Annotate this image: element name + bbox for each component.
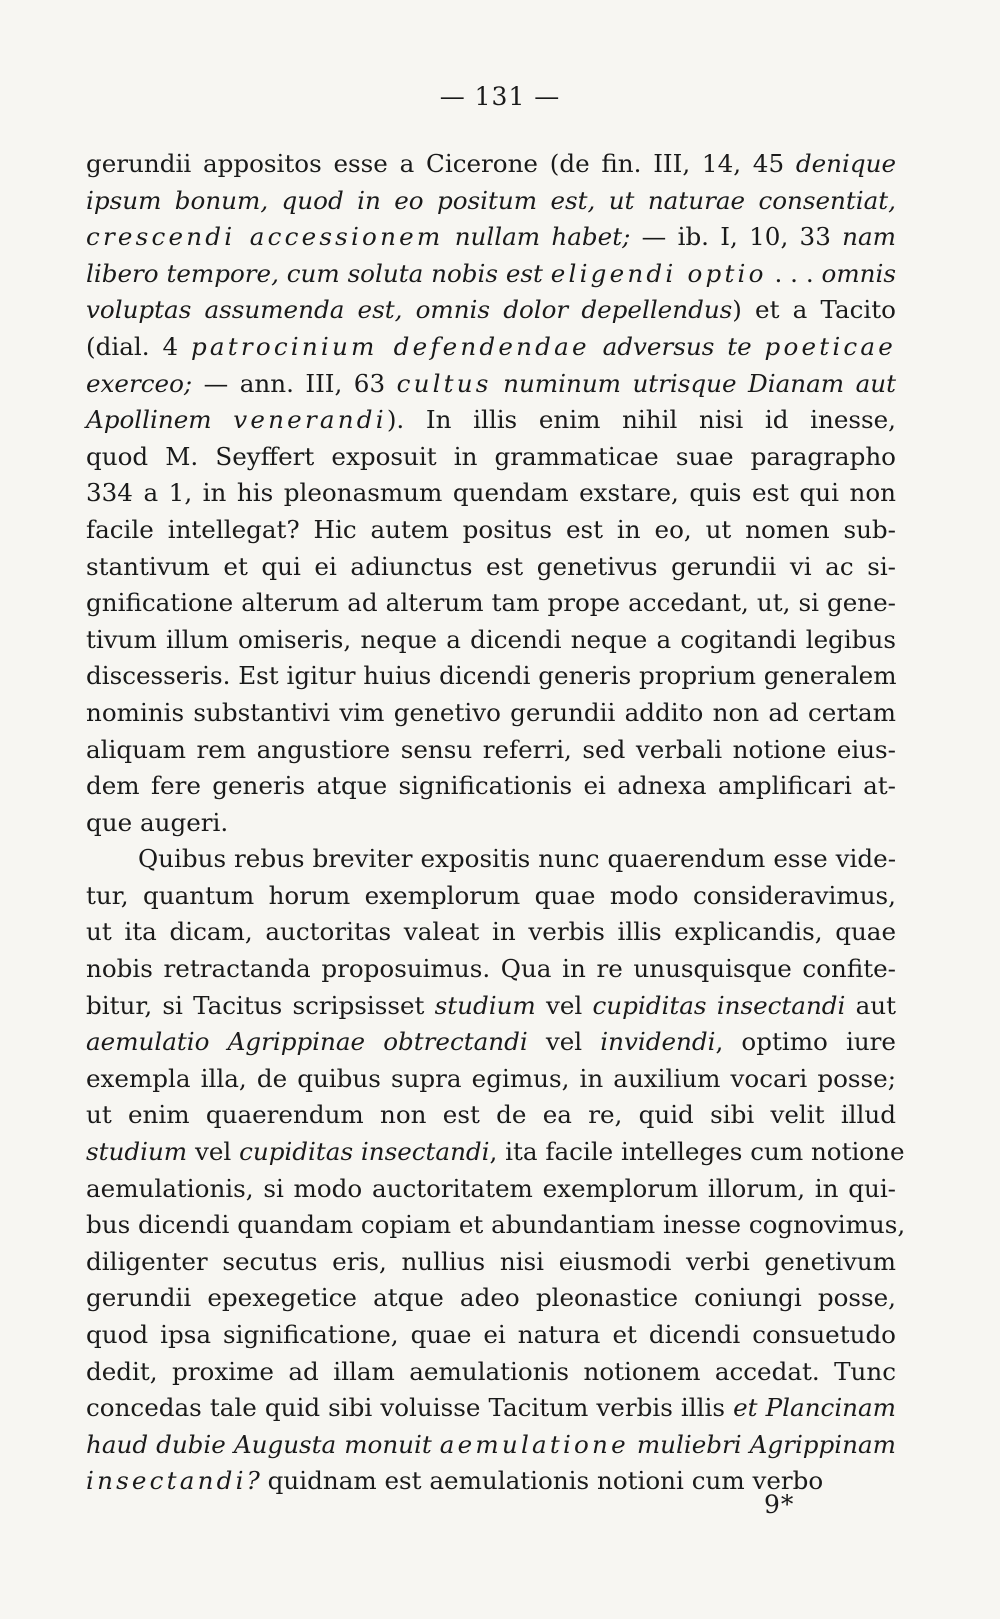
text-segment: vel — [527, 1027, 601, 1057]
text-line — [86, 1390, 896, 1427]
italic-phrase: invidendi — [600, 1027, 716, 1057]
text-segment: aut — [845, 990, 897, 1020]
text-segment: facile intellegat? Hic autem positus est in eo, ut nomen sub- — [86, 514, 896, 544]
text-line — [86, 256, 896, 293]
text-segment: — ib. I, 10, 33 — [630, 222, 843, 252]
text-segment: aemulationis, si modo auctoritatem exemplorum illorum, in qui- — [86, 1173, 896, 1203]
italic-phrase: nullam habet; — [454, 222, 631, 252]
spaced-italic-phrase: aemulatione — [439, 1429, 629, 1459]
text-line — [86, 695, 896, 732]
text-segment: quod ipsa significatione, quae ei natura et dicendi consuetudo — [86, 1320, 896, 1349]
text-line — [86, 366, 896, 403]
text-segment: vel — [187, 1137, 240, 1167]
spaced-italic-phrase: crescendi accessionem — [86, 222, 444, 252]
spaced-italic-phrase: venerandi — [233, 405, 387, 435]
italic-phrase: denique — [795, 149, 896, 178]
text-segment: dem fere generis atque significationis ei adnexa amplificari at- — [86, 771, 896, 801]
text-segment — [590, 332, 603, 361]
text-segment: ut enim quaerendum non est de ea re, quid sibi velit illud — [86, 1100, 896, 1130]
text-line — [86, 1171, 896, 1208]
italic-phrase: exerceo; — [86, 368, 193, 398]
text-segment: diligenter secutus eris, nullius nisi eiusmodi verbi genetivum — [86, 1246, 896, 1276]
text-segment: ). In illis enim nihil nisi id inesse, — [386, 405, 896, 435]
text-line — [86, 951, 896, 988]
text-line — [86, 402, 896, 439]
text-segment: stantivum et qui ei adiunctus est genetivus gerundii vi ac si- — [86, 551, 896, 581]
text-line — [86, 1024, 896, 1061]
text-segment: exempla illa, de quibus supra egimus, in auxilium vocari posse; — [86, 1063, 896, 1093]
italic-phrase: haud dubie Augusta monuit — [86, 1429, 432, 1459]
text-segment: gerundii appositos esse a Cicerone (de fin. III, 14, 45 — [86, 149, 796, 178]
spaced-italic-phrase: cultus — [396, 368, 492, 398]
text-segment: gnificatione alterum ad alterum tam prope accedant, ut, si gene- — [86, 588, 896, 618]
text-line — [86, 549, 896, 586]
italic-phrase: numinum utrisque Dianam aut — [503, 368, 896, 398]
italic-phrase: nam — [842, 222, 896, 252]
text-line — [86, 1280, 896, 1317]
text-line — [86, 475, 896, 512]
text-segment — [629, 1430, 637, 1459]
text-segment — [752, 332, 765, 361]
italic-phrase: adversus te — [602, 331, 752, 361]
italic-phrase: ipsum bonum, quod in eo positum est, ut naturae consentiat, — [86, 185, 896, 215]
italic-phrase: Apollinem — [86, 405, 212, 435]
text-line — [86, 768, 896, 805]
spaced-italic-phrase: eligendi optio — [550, 258, 767, 288]
text-line — [86, 805, 896, 842]
text-line — [86, 1134, 905, 1171]
text-segment: gerundii epexegetice atque adeo pleonastice coniungi posse, — [86, 1283, 896, 1313]
text-line — [86, 1207, 906, 1244]
text-line — [86, 183, 896, 220]
text-segment: — ann. III, 63 — [192, 368, 397, 398]
italic-phrase: aemulatio Agrippinae obtrectandi — [86, 1027, 528, 1057]
text-line — [86, 1427, 896, 1464]
italic-phrase: cupiditas insectandi — [592, 990, 846, 1020]
italic-phrase: cupiditas insectandi — [239, 1137, 490, 1167]
text-segment: . . . — [766, 258, 822, 288]
text-line — [86, 1317, 896, 1354]
text-line — [86, 1354, 896, 1391]
text-line — [86, 439, 896, 476]
text-segment: aliquam rem angustiore sensu referri, sed verbali notione eius- — [86, 734, 896, 764]
text-segment: dedit, proxime ad illam aemulationis notionem accedat. Tunc — [86, 1356, 896, 1386]
italic-phrase: voluptas assumenda est, omnis dolor depellendus — [86, 295, 733, 325]
spaced-italic-phrase: patrocinium defendendae — [190, 331, 590, 361]
text-segment: tur, quantum horum exemplorum quae modo consideravimus, — [86, 880, 896, 910]
text-segment: Quibus rebus breviter expositis nunc quaerendum esse vide- — [138, 844, 896, 874]
text-segment: discesseris. Est igitur huius dicendi generis proprium generalem — [86, 661, 897, 691]
text-segment: , ita facile intelleges cum notione — [489, 1137, 905, 1167]
italic-phrase: ? — [246, 1466, 260, 1496]
paragraph-lines — [86, 146, 906, 1500]
text-segment: bitur, si Tacitus scripsisset — [86, 990, 435, 1020]
text-segment: tivum illum omiseris, neque a dicendi neque a cogitandi legibus — [86, 624, 896, 654]
text-line — [86, 732, 896, 769]
text-segment — [432, 1430, 440, 1459]
text-line — [86, 219, 896, 256]
spaced-italic-phrase: insectandi — [86, 1466, 247, 1496]
italic-phrase: libero tempore, cum soluta nobis est — [86, 258, 551, 288]
spaced-italic-phrase: poeticae — [764, 331, 896, 361]
body-text — [86, 146, 906, 1500]
text-segment: que augeri. — [86, 807, 229, 837]
text-line — [86, 988, 896, 1025]
italic-phrase: studium — [434, 990, 536, 1020]
text-segment: , optimo iure — [715, 1027, 896, 1057]
italic-phrase: et Plancinam — [733, 1393, 897, 1423]
text-segment: ) et a Tacito — [732, 295, 896, 325]
italic-phrase: studium — [86, 1137, 188, 1167]
text-line — [86, 146, 896, 183]
text-line — [86, 1097, 896, 1134]
text-segment: ut ita dicam, auctoritas valeat in verbis illis explicandis, quae — [86, 917, 896, 947]
text-line — [86, 878, 896, 915]
text-line — [86, 292, 896, 329]
text-line — [86, 1244, 896, 1281]
text-line — [86, 329, 896, 366]
text-line — [86, 622, 896, 659]
text-segment: quod M. Seyffert exposuit in grammaticae suae paragrapho — [86, 441, 896, 471]
text-segment: nominis substantivi vim genetivo gerundii addito non ad certam — [86, 697, 896, 727]
page-number: — 131 — — [439, 82, 561, 111]
text-line — [86, 1061, 896, 1098]
text-line — [86, 914, 896, 951]
text-segment: quidnam est aemulationis notioni cum verbo — [259, 1466, 824, 1496]
text-segment: bus dicendi quandam copiam et abundantiam inesse cognovimus, — [86, 1210, 906, 1240]
italic-phrase: muliebri Agrippinam — [636, 1429, 896, 1459]
text-segment: (dial. 4 — [86, 331, 191, 361]
text-segment: vel — [535, 990, 593, 1020]
italic-phrase: omnis — [821, 258, 897, 288]
text-segment — [212, 405, 234, 434]
text-segment: concedas tale quid sibi voluisse Tacitum verbis illis — [86, 1393, 734, 1423]
text-segment — [443, 222, 454, 251]
text-line — [86, 841, 896, 878]
text-segment: 334 a 1, in his pleonasmum quendam exstare, quis est qui non — [86, 478, 896, 508]
text-line — [86, 512, 896, 549]
signature-mark: 9* — [764, 1490, 795, 1519]
text-segment: nobis retractanda proposuimus. Qua in re unusquisque confite- — [86, 954, 896, 984]
text-line — [86, 585, 896, 622]
text-segment — [492, 369, 503, 398]
text-line — [86, 658, 896, 695]
